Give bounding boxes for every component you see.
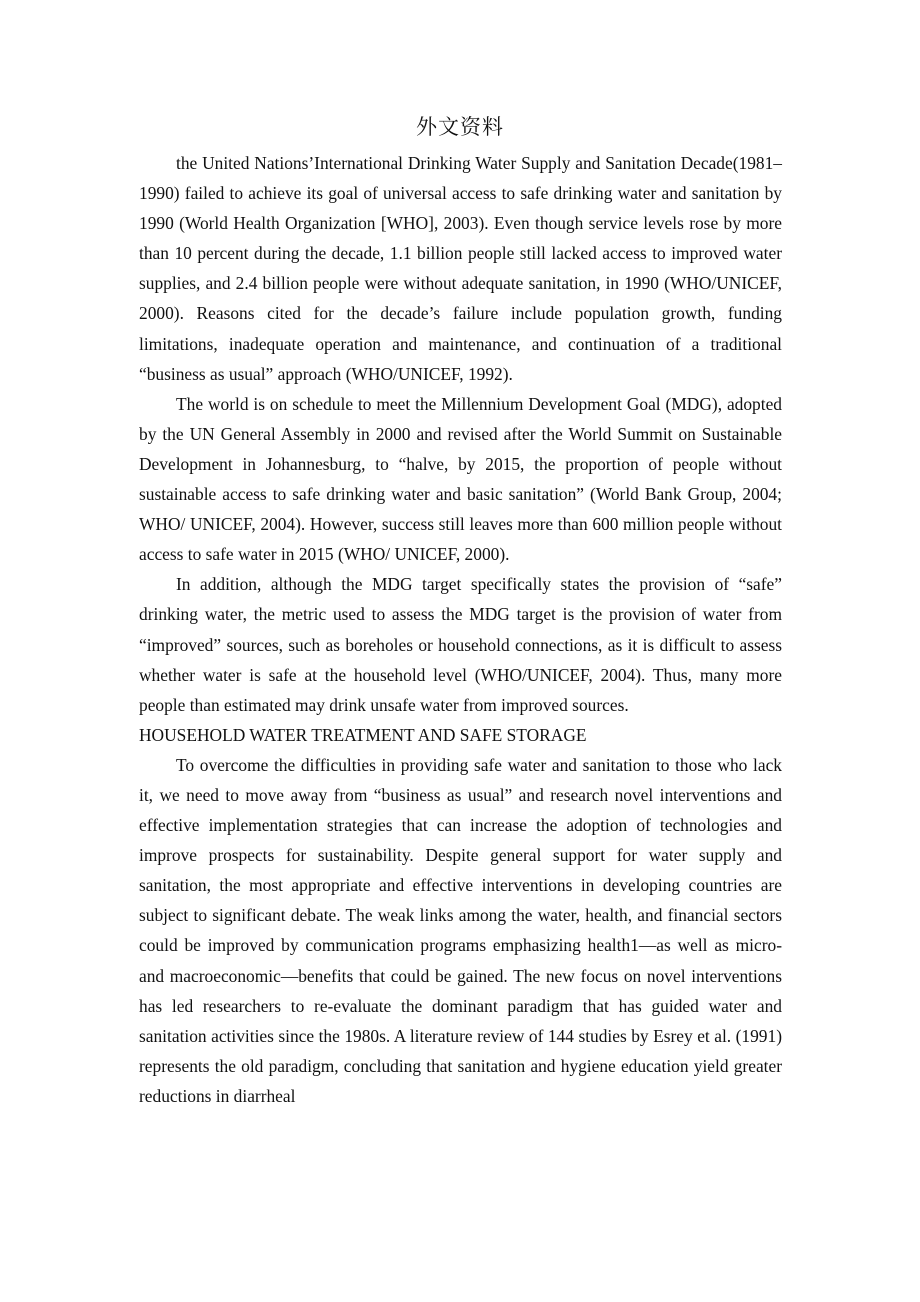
paragraph-1: the United Nations’International Drinking Water Supply and Sanitation Decade(1981–1990) failed to achieve its goal of universal access to safe drinking water and sanitation by 1990 (World Health Organization [WHO], 2003). Even though service levels rose by more than 10 percent during the decade, 1.1 billion people still lacked access to improved water supplies, and 2.4 billion people were without adequate sanitation, in 1990 (WHO/UNICEF, 2000). Reasons cited for the decade’s failure include population growth, funding limitations, inadequate operation and maintenance, and continuation of a traditional “business as usual” approach (WHO/UNICEF, 1992). <box>139 153 782 384</box>
paragraph-3: In addition, although the MDG target specifically states the provision of “safe” drinking water, the metric used to assess the MDG target is the provision of water from “improved” sources, such as boreholes or household connections, as it is difficult to assess whether water is safe at the household level (WHO/UNICEF, 2004). Thus, many more people than estimated may drink unsafe water from improved sources. <box>139 574 782 715</box>
paragraph-4: To overcome the difficulties in providing safe water and sanitation to those who lack it, we need to move away from “business as usual” and research novel interventions and effective implementation strategies that can increase the adoption of technologies and improve prospects for sustainability. Despite general support for water supply and sanitation, the most appropriate and effective interventions in developing countries are subject to significant debate. The weak links among the water, health, and financial sectors could be improved by communication programs emphasizing health1—as well as micro- and macroeconomic—benefits that could be gained. The new focus on novel interventions has led researchers to re-evaluate the dominant paradigm that has guided water and sanitation activities since the 1980s. A literature review of 144 studies by Esrey et al. (1991) represents the old paradigm, concluding that sanitation and hygiene education yield greater reductions in diarrheal <box>139 754 782 1106</box>
body-text <box>139 148 782 1111</box>
page-header-title: 外文资料 <box>416 115 504 139</box>
section-heading: HOUSEHOLD WATER TREATMENT AND SAFE STORAGE <box>139 724 587 745</box>
paragraph-2: The world is on schedule to meet the Millennium Development Goal (MDG), adopted by the UN General Assembly in 2000 and revised after the World Summit on Sustainable Development in Johannesburg, to “halve, by 2015, the proportion of people without sustainable access to safe drinking water and basic sanitation” (World Bank Group, 2004; WHO/ UNICEF, 2004). However, success still leaves more than 600 million people without access to safe water in 2015 (WHO/ UNICEF, 2000). <box>139 393 782 565</box>
